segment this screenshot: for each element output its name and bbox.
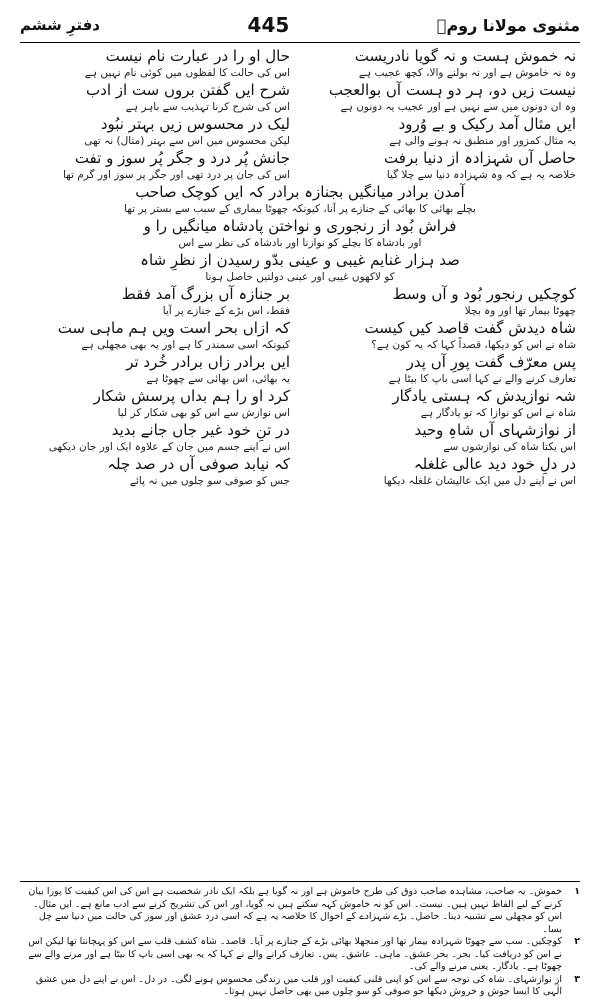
verse-line: نہ خموش ہست و نہ گویا نادریست [354, 47, 576, 65]
couplet [24, 80, 576, 114]
page-number: 445 [247, 13, 290, 37]
hemistich-left [24, 148, 290, 182]
translation-line: وہ نہ خاموش ہے اور نہ بولنے والا، کچھ عجیب ہے [358, 67, 576, 79]
footnote-text: از نوازشہای۔ شاہ کی توجہ سے اس کو اپنی قلبی کیفیت اور قلب میں زندگی محسوس ہونے لگی۔ در دل۔ اس نے اپنے دل میں عشق الٰہی کا ایسا جوش و خروش دیکھا جو صوفی کو سو چلوں میں بھی حاصل نہیں ہوتا۔ [35, 973, 562, 997]
footnotes [20, 886, 580, 997]
translation-line: یہ مثال کمزور اور منطبق نہ ہونے والی ہے [389, 135, 576, 147]
footnote [20, 886, 580, 936]
translation-line: اس نے اپنے دل میں ایک عالیشان غلغلہ دیکھا [383, 475, 576, 487]
couplet [24, 318, 576, 352]
heading-couplet [24, 250, 576, 284]
hemistich-right [310, 284, 576, 318]
translation-line: جس کو صوفی سو چلوں میں نہ پائے [129, 475, 290, 487]
heading-translation: کو لاکھوں غیبی اور عینی دولتیں حاصل ہونا [205, 271, 395, 283]
translation-line: شاہ نے اس کو دیکھا، قصداً کہا کہ یہ کون ہے؟ [371, 339, 576, 351]
couplet [24, 454, 576, 488]
footnote-text: کوچکیں۔ سب سے چھوٹا شہزادہ بیمار تھا اور منجھلا بھائی بڑے کے جنازے پر آیا۔ قاصد۔ شاہ کشف قلب سے اس کو پہچانتا تھا لیکن اس نے اس کو دریافت کیا۔ بحر۔ بحر عشق۔ ماہی۔ عاشق۔ پس۔ تعارف کرانے والے نے کہا کہ یہ بھی اسی باپ کا بیٹا ہے اور مرنے والے سے چھوٹا ہے۔ یادگار۔ یعنی مرنے والے کی۔ [28, 936, 562, 972]
translation-line: اس کی جان پر درد تھی اور جگر پر سوز اور گرم تھا [62, 169, 290, 181]
hemistich-right [310, 46, 576, 80]
hemistich-left [24, 386, 290, 420]
verse-line: در دلِ خود دید عالی غلغلہ [413, 455, 576, 473]
footnote-number: ۱ [574, 886, 580, 897]
heading-couplet [24, 182, 576, 216]
hemistich-left [24, 46, 290, 80]
hemistich-right [310, 386, 576, 420]
footnote-number: ۳ [574, 973, 580, 985]
couplet [24, 46, 576, 80]
translation-line: وہ ان دونوں میں سے نہیں ہے اور عجیب یہ دونوں ہے [340, 101, 576, 113]
footnote-rule [20, 881, 580, 882]
verse-line: لیک در محسوس زیں بہتر نبُود [100, 115, 290, 133]
hemistich-left [24, 114, 290, 148]
verse-line: حال او را در عبارت نام نیست [105, 47, 290, 65]
translation-line: فقط، اس بڑے کے جنازے پر آیا [162, 305, 290, 317]
heading-translation: بچلے بھائی کا بھائی کے جنازے پر آنا، کیونکہ چھوٹا بیماری کے سبب سے بستر پر تھا [124, 203, 476, 215]
verse-line: شہ نوازیدش کہ ہستی یادگار [392, 387, 576, 405]
translation-line: کیونکہ اسی سمندر کا ہے اور یہ بھی مچھلی ہے [81, 339, 290, 351]
heading-couplets [24, 182, 576, 284]
hemistich-right [310, 114, 576, 148]
hemistich-left [24, 318, 290, 352]
verse-line: نیست زیں دو، ہر دو ہست آں بوالعجب [328, 81, 576, 99]
hemistich-left [24, 80, 290, 114]
verse-line: از نوازشہای آں شاہِ وحید [414, 421, 576, 439]
footnote-number: ۲ [574, 936, 580, 947]
hemistich-right [310, 148, 576, 182]
couplet [24, 114, 576, 148]
volume-title: دفترِ ششم [20, 16, 100, 34]
verse-line: کہ نیابد صوفی آں در صد چلہ [107, 455, 290, 473]
translation-line: اس یکتا شاہ کی نوازشوں سے [443, 441, 576, 453]
translation-line: اس نے اپنے جسم میں جان کے علاوہ ایک اور جان دیکھی [48, 441, 290, 453]
hemistich-right [310, 454, 576, 488]
translation-line: شاہ نے اس کو نوازا کہ تو یادگار ہے [420, 407, 576, 419]
book-title: مثنوی مولانا رومؒ [436, 15, 580, 35]
hemistich-left [24, 454, 290, 488]
footnote-text: خموش۔ یہ صاحب، مشاہدہ صاحب ذوق کی طرح خاموش ہے اور نہ گویا ہے بلکہ ایک نادر شخصیت ہے اس کی اس کیفیت کا پورا بیان کرنے کے لیے الفاظ نہیں ہیں۔ نیست۔ اس کو نہ خاموش کہہ سکتے ہیں نہ گویا، اور اس کی تشریح کرنے سے ادب مانع ہے۔ ایں مثال۔ اس کو مچھلی سے تشبیہ دینا۔ حاصل۔ بڑے شہزادے کے احوال کا خلاصہ یہ ہے کہ اسی درد عشق اور سوز کی حالت میں دنیا سے چل بسا۔ [28, 886, 562, 935]
heading-verse: آمدن برادر میانگیں بجنازہ برادر کہ ایں کوچک صاحب [135, 183, 465, 201]
translation-line: چھوٹا بیمار تھا اور وہ بچلا [464, 305, 576, 317]
verse-line: حاصل آں شہزادہ از دنیا برفت [384, 149, 576, 167]
translation-line: اس کی حالت کا لفظوں میں کوئی نام نہیں ہے [84, 67, 290, 79]
couplet [24, 386, 576, 420]
translation-line: اس کی شرح کرنا تہذیب سے باہر ہے [125, 101, 290, 113]
couplet [24, 284, 576, 318]
page-header [20, 10, 580, 40]
verse-body [24, 46, 576, 878]
verse-line: جانش پُر درد و جگر پُر سوز و تفت [74, 149, 290, 167]
verse-line: کوچکیں رنجور بُود و آں وسط [392, 285, 576, 303]
hemistich-left [24, 284, 290, 318]
hemistich-left [24, 352, 290, 386]
couplet-section-b [24, 284, 576, 488]
verse-line: شرح ایں گفتن بروں ست از ادب [86, 81, 290, 99]
couplet [24, 420, 576, 454]
heading-translation: اور بادشاہ کا بچلے کو نوازنا اور بادشاہ کی نظر سے اس [178, 237, 422, 249]
translation-line: خلاصہ یہ ہے کہ وہ شہزادہ دنیا سے چلا گیا [386, 169, 576, 181]
footnote [20, 974, 580, 999]
verse-line: کرد او را ہم بداں پرسش شکار [93, 387, 290, 405]
translation-line: تعارف کرنے والے نے کہا اسی باپ کا بیٹا ہے [388, 373, 576, 385]
verse-line: در تنِ خود غیر جاں جانے بدید [111, 421, 290, 439]
header-rule [20, 42, 580, 43]
verse-line: کہ ازاں بحر است ویں ہم ماہی ست [57, 319, 290, 337]
hemistich-right [310, 420, 576, 454]
couplet [24, 148, 576, 182]
hemistich-right [310, 352, 576, 386]
verse-line: ایں مثال آمد رکیک و بے وُرود [398, 115, 576, 133]
footnote [20, 936, 580, 974]
hemistich-right [310, 80, 576, 114]
couplet [24, 352, 576, 386]
verse-line: ایں برادر زاں برادر خُرد تر [126, 353, 290, 371]
heading-verse: فراش بُود از رنجوری و نواختن پادشاہ میانگیں را و [143, 217, 457, 235]
couplet-section-a [24, 46, 576, 182]
hemistich-left [24, 420, 290, 454]
hemistich-right [310, 318, 576, 352]
verse-line: بر جنازہ آں بزرگ آمد فقط [121, 285, 290, 303]
heading-couplet [24, 216, 576, 250]
heading-verse: صد ہزار غنایم غیبی و عینی بدّو رسیدن از نظرِ شاہ [140, 251, 460, 269]
verse-line: شاہ دیدش گفت قاصد کیں کیست [364, 319, 576, 337]
translation-line: اس نوازش سے اس کو بھی شکار کر لیا [117, 407, 290, 419]
verse-line: پس معرّف گفت پورِ آں پدر [406, 353, 576, 371]
translation-line: لیکن محسوس میں اس سے بہتر (مثال) نہ تھی [84, 135, 290, 147]
translation-line: یہ بھائی، اس بھائی سے چھوٹا ہے [146, 373, 290, 385]
